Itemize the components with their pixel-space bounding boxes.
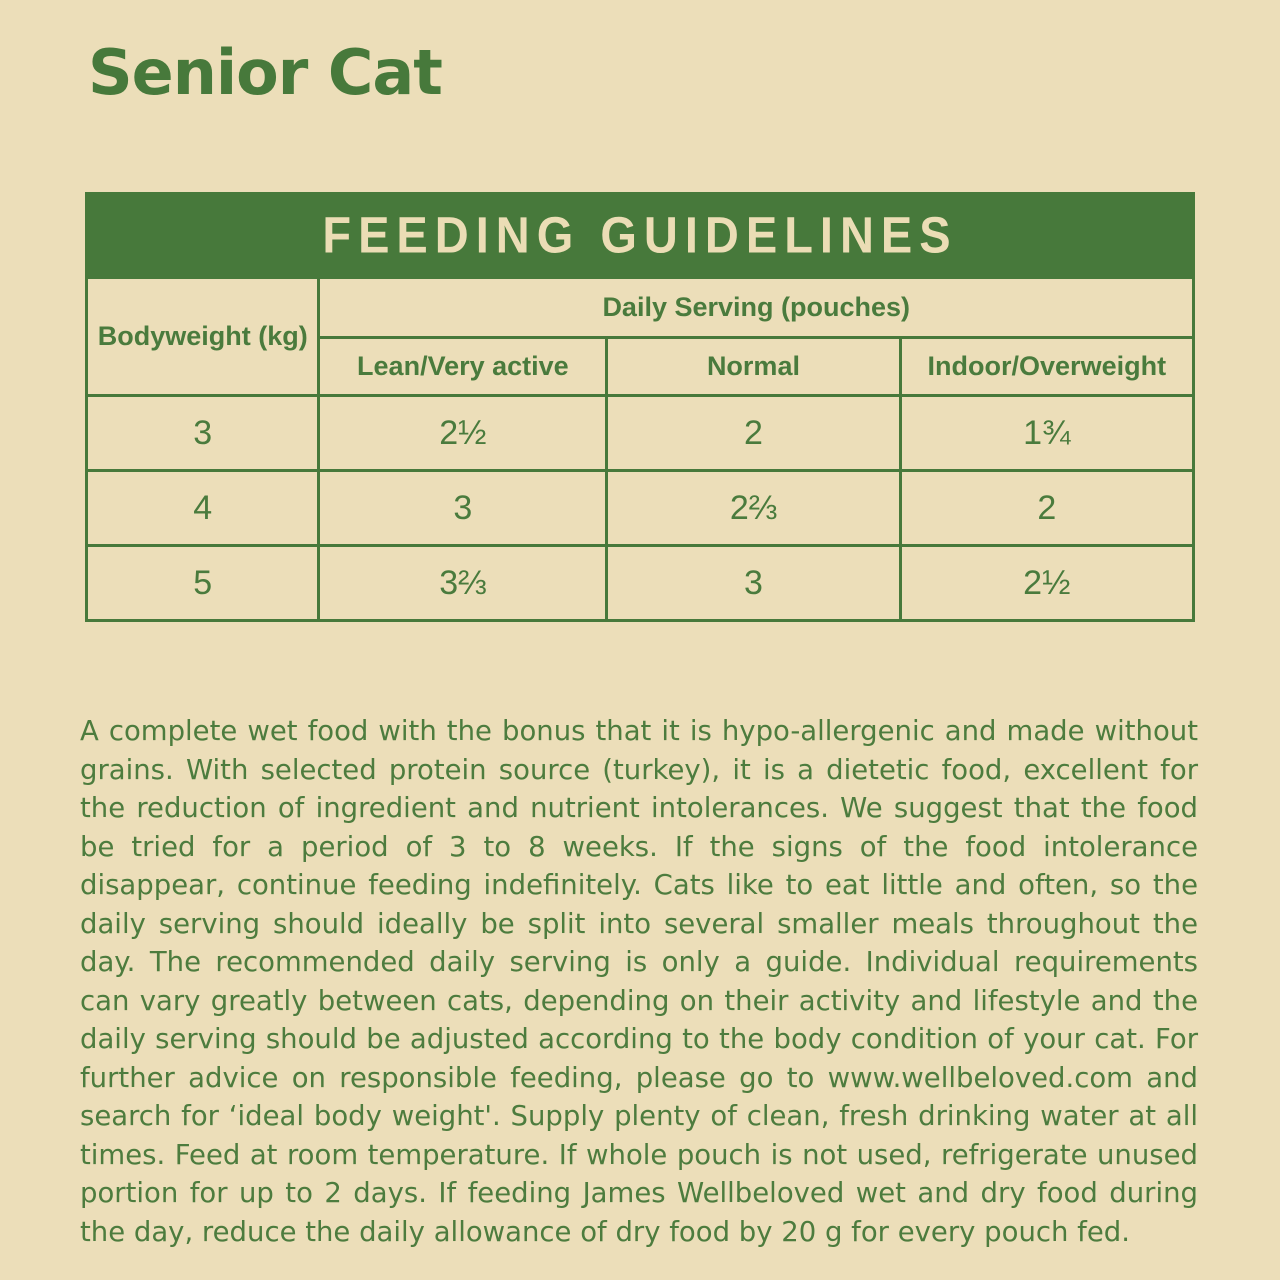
bodyweight-cell: 5 xyxy=(87,546,319,621)
lean-serving-cell: 2½ xyxy=(319,396,607,471)
bodyweight-cell: 4 xyxy=(87,471,319,546)
indoor-serving-cell: 2 xyxy=(900,471,1193,546)
table-title: FEEDING GUIDELINES xyxy=(322,205,958,263)
table-title-banner xyxy=(85,192,1195,276)
col-header-lean-very-active: Lean/Very active xyxy=(319,338,607,396)
feeding-description: A complete wet food with the bonus that it is hypo-allergenic and made without grains. With selected protein source (turkey), it is a dietetic food, excellent for the reduction of ingredient and nutrient intolerances. We suggest that the food be tried for a period of 3 to 8 weeks. If the signs of the food intolerance disappear, continue feeding indefinitely. Cats like to eat little and often, so the daily serving should ideally be split into several smaller meals throughout the day. The recommended daily serving is only a guide. Individual requirements can vary greatly between cats, depending on their activity and lifestyle and the daily serving should be adjusted according to the body condition of your cat. For further advice on responsible feeding, please go to www.wellbeloved.com and search for ‘ideal body weight'. Supply plenty of clean, fresh drinking water at all times. Feed at room temperature. If whole pouch is not used, refrigerate unused portion for up to 2 days. If feeding James Wellbeloved wet and dry food during the day, reduce the daily allowance of dry food by 20 g for every pouch fed. xyxy=(80,715,1198,1248)
lean-serving-cell: 3⅔ xyxy=(319,546,607,621)
normal-serving-cell: 2 xyxy=(607,396,900,471)
page-title: Senior Cat xyxy=(88,36,442,109)
serving-table xyxy=(85,276,1195,622)
lean-serving-cell: 3 xyxy=(319,471,607,546)
table-row xyxy=(87,471,1194,546)
table-row xyxy=(87,546,1194,621)
col-header-indoor-overweight: Indoor/Overweight xyxy=(900,338,1193,396)
col-header-bodyweight: Bodyweight (kg) xyxy=(87,278,319,396)
indoor-serving-cell: 1¾ xyxy=(900,396,1193,471)
col-header-normal: Normal xyxy=(607,338,900,396)
table-row xyxy=(87,396,1194,471)
feeding-guidelines-panel xyxy=(85,192,1195,622)
normal-serving-cell: 3 xyxy=(607,546,900,621)
normal-serving-cell: 2⅔ xyxy=(607,471,900,546)
indoor-serving-cell: 2½ xyxy=(900,546,1193,621)
bodyweight-cell: 3 xyxy=(87,396,319,471)
col-header-daily-serving: Daily Serving (pouches) xyxy=(319,278,1194,338)
